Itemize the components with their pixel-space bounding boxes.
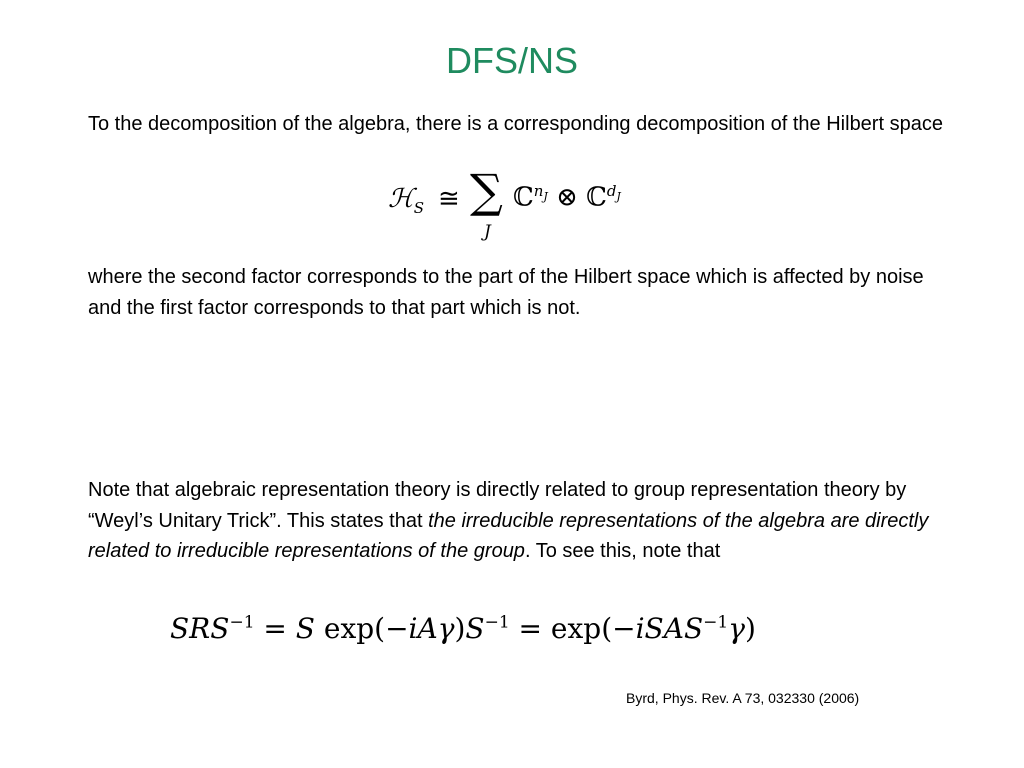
paragraph-noise-factors: where the second factor corresponds to the part of the Hilbert space which is affected by noise and the first factor corresponds to that part which is not. bbox=[88, 266, 924, 319]
citation-reference: Byrd, Phys. Rev. A 73, 032330 (2006) bbox=[626, 690, 860, 706]
weyl-intro-text: Note that algebraic representation theory is directly related to group representation theory by “Weyl’s Unitary Trick”. This states that bbox=[88, 479, 907, 532]
conjugation-equation: $SRS^{-1} = S$ $\exp(-iA\gamma)S^{-1}$ = exp(−iSAS$^{-1}$γ) bbox=[170, 612, 756, 645]
summation-symbol: ∑ bbox=[470, 164, 503, 218]
slide-title: DFS/NS bbox=[445, 40, 578, 81]
weyl-outro-text: . To see this, note that bbox=[524, 540, 721, 562]
paragraph-weyl-trick bbox=[88, 475, 948, 567]
hilbert-decomposition-equation bbox=[388, 164, 658, 248]
summation-index: J bbox=[484, 222, 491, 242]
hilbert-space-symbol: ℋ$_S$ bbox=[388, 184, 424, 218]
congruence-symbol: ≅ bbox=[438, 184, 460, 214]
tensor-product-expression: ℂ$^{n_J}$ ⊗ ℂ$^{d_J}$ bbox=[513, 182, 621, 213]
weyl-emphasis-text: the irreducible representations of the algebra are directly related to irreducible representations of the group bbox=[88, 509, 929, 562]
paragraph-decomposition: To the decomposition of the algebra, there is a corresponding decomposition of the Hilbert space bbox=[88, 113, 943, 135]
